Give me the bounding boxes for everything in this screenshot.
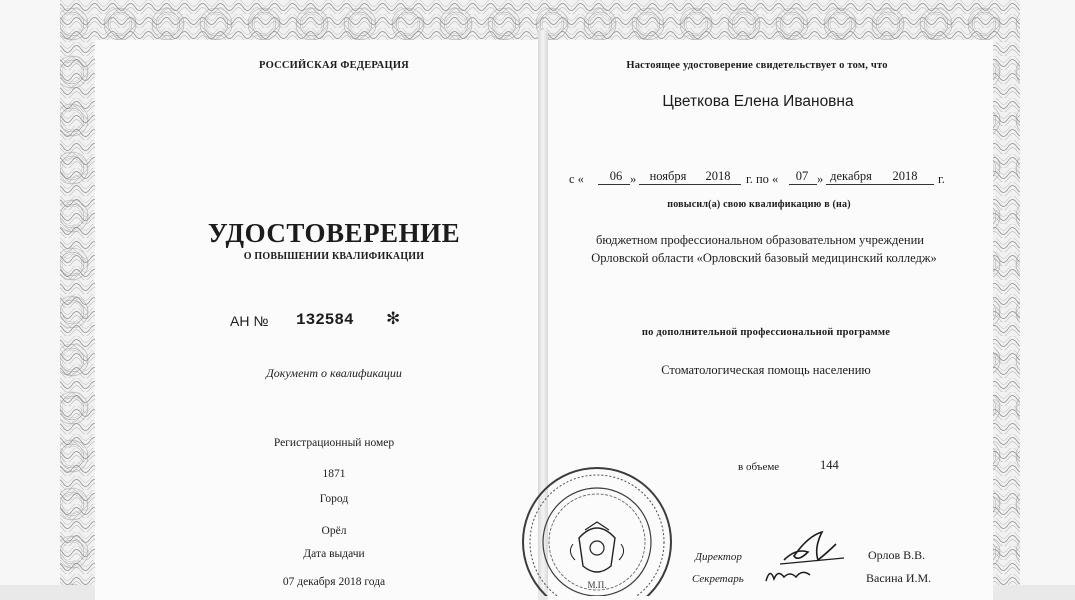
director-name: Орлов В.В. [868, 548, 926, 562]
intro-text: Настоящее удостоверение свидетельствует о том, что [626, 60, 888, 71]
from-year: 2018 [705, 169, 731, 183]
from-quote-close: » [630, 172, 637, 186]
from-year-line [699, 184, 741, 185]
reg-number: 1871 [322, 468, 346, 480]
program-label: по дополнительной профессиональной программе [641, 327, 891, 338]
to-day: 07 [795, 169, 809, 183]
asterisk-icon: ✻ [386, 309, 401, 328]
secretary-name: Васина И.М. [866, 571, 932, 585]
from-month-line [639, 184, 699, 185]
to-year: 2018 [892, 169, 918, 183]
city-value: Орёл [321, 525, 347, 537]
director-label: Директор [695, 551, 742, 563]
institution-line-2: Орловской области «Орловский базовый медицинский колледж» [591, 251, 937, 265]
volume-value: 144 [820, 458, 839, 472]
to-prefix: г. по « [746, 172, 779, 186]
issue-label: Дата выдачи [303, 548, 365, 560]
volume-label: в объеме [738, 461, 780, 473]
to-day-line [789, 184, 817, 185]
from-day-line [598, 184, 630, 185]
from-day: 06 [609, 169, 623, 183]
to-year-line [878, 184, 934, 185]
country-heading: РОССИЙСКАЯ ФЕДЕРАЦИЯ [259, 60, 409, 71]
year-suffix: г. [938, 172, 945, 186]
to-month: декабря [830, 169, 872, 183]
city-label: Город [319, 493, 349, 505]
director-signature [778, 522, 848, 568]
from-month: ноября [649, 169, 687, 183]
secretary-label: Секретарь [692, 573, 744, 585]
from-prefix: с « [569, 172, 584, 186]
institution-line-1: бюджетном профессиональном образовательном учреждении [596, 233, 924, 247]
secretary-signature [762, 565, 822, 585]
stamp-letters: М.П. [587, 580, 607, 590]
issue-date: 07 декабря 2018 года [282, 576, 386, 588]
program-name: Стоматологическая помощь населению [661, 363, 871, 377]
doc-type: Документ о квалификации [266, 366, 402, 380]
doc-title: УДОСТОВЕРЕНИЕ [207, 218, 461, 248]
reg-label: Регистрационный номер [273, 437, 395, 449]
series-label: АН № [230, 313, 269, 329]
certificate-number: 132584 [296, 311, 354, 329]
to-quote-close: » [817, 172, 824, 186]
doc-subtitle: О ПОВЫШЕНИИ КВАЛИФИКАЦИИ [243, 251, 425, 262]
qualification-text: повысил(а) свою квалификацию в (на) [667, 199, 851, 210]
official-seal [513, 456, 681, 596]
to-month-line [826, 184, 878, 185]
holder-name: Цветкова Елена Ивановна [662, 93, 854, 110]
